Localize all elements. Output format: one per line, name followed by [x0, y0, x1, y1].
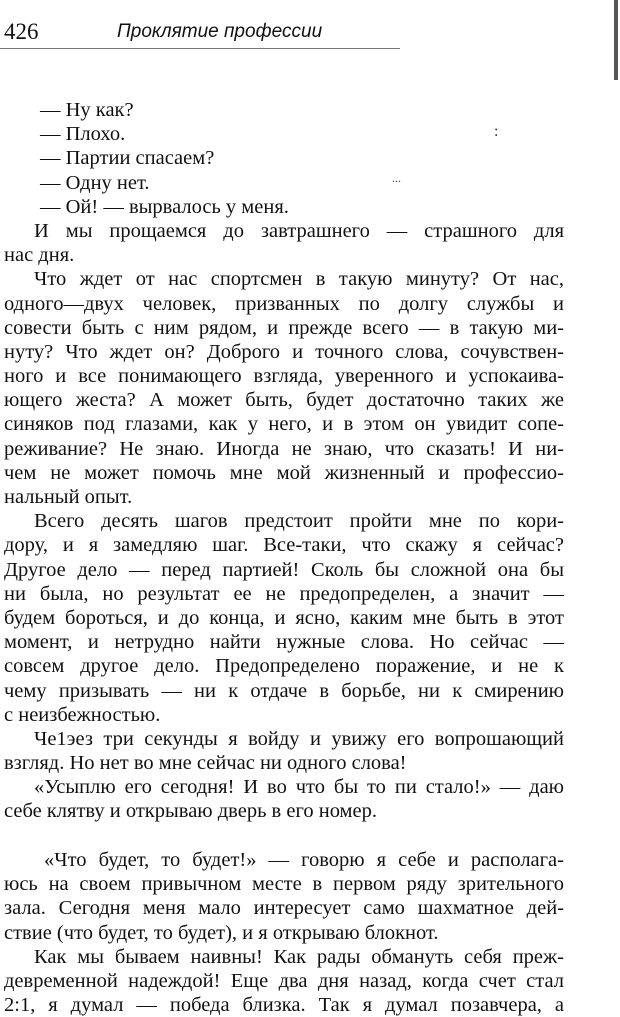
text-line: будем бороться, и до конца, и ясно, каким мне быть в этот	[4, 606, 564, 629]
text-line: девременной надеждой! Еще два дня назад, когда счет стал	[4, 969, 564, 992]
text-line: нуту? Что ждет он? Доброго и точного слова, сочувствен-	[4, 340, 564, 363]
running-title: Проклятие профессии	[117, 21, 323, 42]
text-line: нас дня.	[4, 244, 75, 267]
dialogue-line: — Ой! — вырвалось у меня.	[40, 195, 289, 218]
text-line: совести быть с ним рядом, и прежде всего — в такую ми-	[4, 316, 564, 339]
text-line: реживание? Не знаю. Иногда не знаю, что сказать! И ни-	[4, 437, 564, 460]
text-line: Другое дело — перед партией! Сколь бы сложной она бы	[4, 558, 564, 581]
text-line: Что ждет от нас спортсмен в такую минуту? От нас,	[34, 268, 564, 291]
text-line: себе клятву и открываю дверь в его номер.	[4, 800, 377, 823]
text-line: ного и все понимающего взгляда, уверенного и успокаива-	[4, 365, 564, 388]
text-line: чем не может помочь мне мой жизненный и профессио-	[4, 461, 564, 484]
body-text	[4, 98, 564, 824]
page-number: 426	[4, 19, 39, 44]
text-line: «Усыплю его сегодня! И во что бы то пи стало!» — даю	[34, 776, 564, 799]
text-line: нальный опыт.	[4, 486, 133, 508]
dialogue-line: — Одну нет.	[40, 171, 150, 194]
header-rule	[0, 48, 400, 49]
text-line: синяков под глазами, как у него, и в этом он увидит сопе-	[4, 413, 564, 436]
text-line: взгляд. Но нет во мне сейчас ни одного слова!	[4, 752, 407, 775]
text-line: совсем другое дело. Предопределено поражение, и не к	[4, 655, 564, 678]
stray-ink-mark: ...	[392, 171, 401, 185]
running-header	[0, 18, 400, 50]
text-line: 2:1, я думал — победа близка. Так я думал позавчера, а	[4, 994, 564, 1017]
dialogue-line: — Плохо.	[40, 123, 126, 146]
text-line: с неизбежностью.	[4, 703, 161, 726]
text-line: ствие (что будет, то будет), и я открываю блокнот.	[4, 921, 439, 944]
text-line: Как мы бываем наивны! Как рады обмануть себя преж-	[34, 945, 564, 968]
text-line: «Что будет, то будет!» — говорю я себе и располага-	[44, 849, 564, 871]
text-line: момент, и нетрудно найти нужные слова. Но сейчас —	[4, 631, 564, 654]
text-line: Всего десять шагов предстоит пройти мне по кори-	[34, 510, 564, 533]
dialogue-line: — Ну как?	[40, 99, 134, 121]
text-line: юсь на своем привычном месте в первом ряду зрительного	[4, 873, 564, 896]
stray-colon-mark: :	[494, 123, 499, 140]
text-line: чему призывать — ни к отдаче в борьбе, ни к смирению	[4, 679, 564, 702]
text-line: ющего жеста? А может быть, будет достаточно таких же	[4, 389, 564, 412]
text-line: зала. Сегодня меня мало интересует само шахматное дей-	[4, 897, 564, 920]
dialogue-line: — Партии спасаем?	[40, 147, 215, 170]
text-line: Че1эез три секунды я войду и увижу его вопрошающий	[34, 727, 564, 750]
text-line: дору, и я замедляю шаг. Все-таки, что скажу я сейчас?	[4, 534, 564, 557]
text-line: ни была, но результат ее не предопределен, а значит —	[4, 582, 564, 605]
page-edge-bar	[614, 0, 618, 80]
text-line: И мы прощаемся до завтрашнего — страшного для	[34, 219, 564, 242]
text-line: одного—двух человек, призванных по долгу службы и	[4, 292, 564, 315]
second-section-text	[4, 848, 564, 1017]
